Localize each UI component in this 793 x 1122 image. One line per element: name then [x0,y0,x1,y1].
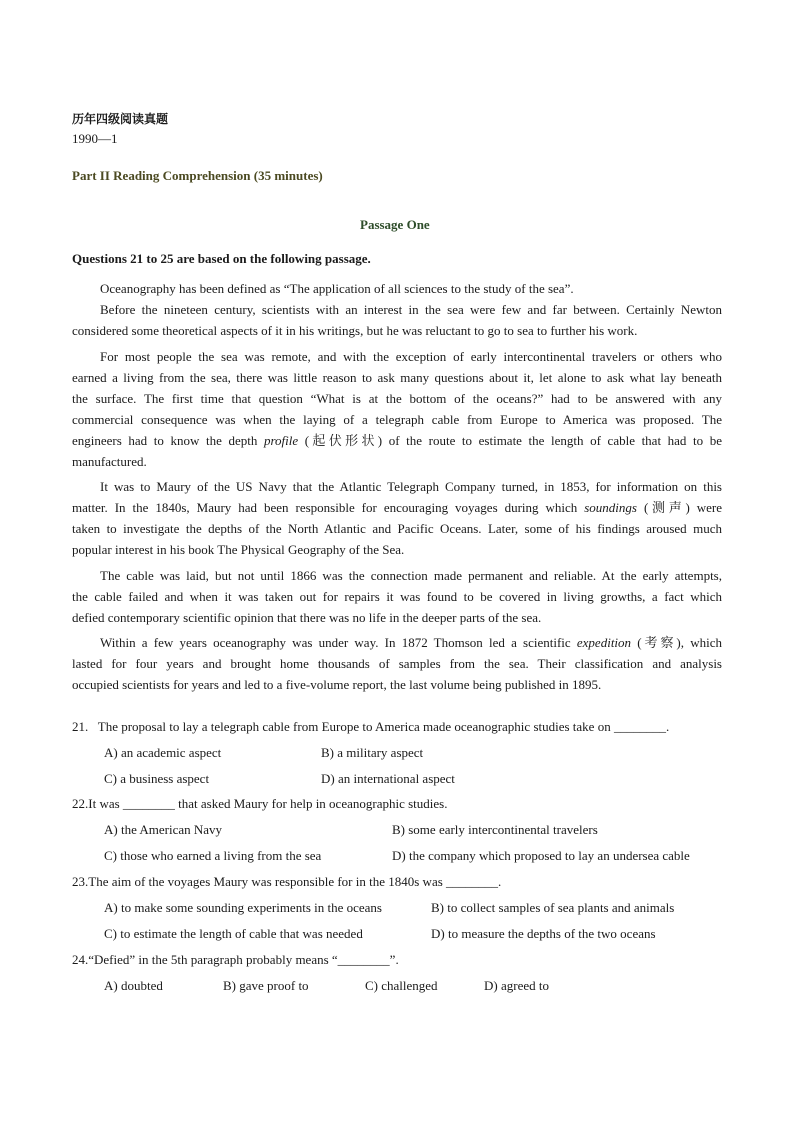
line-text [100,635,722,650]
text-run: It was to Maury of the US Navy that the Atlantic Telegraph Company turned, in 1853, for information on this [100,479,722,494]
text-run: the cable failed and when it was taken out for repairs it was found to be covered in living growths, a fact which [72,589,722,604]
paragraph-line [100,349,722,365]
text-run: popular interest in his book The Physical Geography of the Sea. [72,542,405,557]
line-text [72,589,722,604]
paragraph-line [100,281,722,297]
text-run: earned a living from the sea, there was little reason to ask many questions about it, let alone to ask what lay beneath [72,370,722,385]
answer-option[interactable]: D) an international aspect [321,771,455,786]
passage-heading: Passage One [360,217,430,232]
text-run: For most people the sea was remote, and with the exception of early intercontinental travelers or others who [100,349,722,364]
paragraph-line [72,391,722,407]
text-run: manufactured. [72,454,147,469]
paragraph-line [72,370,722,386]
text-run: (测声) were [636,500,722,515]
paragraph-line [72,521,722,537]
paragraph-line [100,479,722,495]
text-run: matter. In the 1840s, Maury had been responsible for encouraging voyages during which [72,500,585,515]
text-run: commercial consequence was when the laying of a telegraph cable from Europe to America was proposed. The [72,412,722,427]
answer-option[interactable]: B) to collect samples of sea plants and animals [431,900,675,915]
line-text [72,454,147,469]
answer-option[interactable]: C) a business aspect [104,771,210,786]
text-run: The cable was laid, but not until 1866 was the connection made permanent and reliable. At the early attempts, [100,568,722,583]
line-text [72,433,722,448]
text-run: occupied scientists for years and led to a five-volume report, the last volume being published in 1895. [72,677,602,692]
paragraph-line [72,433,722,449]
line-text [72,391,722,406]
line-text [72,500,722,515]
line-text [100,479,722,494]
text-run: Within a few years oceanography was under way. In 1872 Thomson led a scientific [100,635,577,650]
answer-option[interactable]: B) some early intercontinental travelers [392,822,598,837]
paragraph-line [100,568,722,584]
paragraph-line [72,589,722,605]
line-text [72,656,722,671]
text-run: defied contemporary scientific opinion that there was no life in the deeper parts of the sea. [72,610,542,625]
line-text [100,568,722,583]
paragraph-line [72,542,722,558]
italic-term: profile [263,433,299,448]
answer-option[interactable]: B) gave proof to [223,978,309,993]
answer-option[interactable]: A) to make some sounding experiments in the oceans [104,900,382,915]
answer-option[interactable]: D) agreed to [484,978,549,993]
text-run: the surface. The first time that question “What is at the bottom of the oceans?” had to be answered with any [72,391,722,406]
question-stem: 21. The proposal to lay a telegraph cable from Europe to America made oceanographic studies take on ________. [72,719,670,734]
question-stem: 24.“Defied” in the 5th paragraph probably means “________”. [72,952,399,967]
instruction: Questions 21 to 25 are based on the following passage. [72,251,371,266]
line-text [72,370,722,385]
question-stem: 22.It was ________ that asked Maury for help in oceanographic studies. [72,796,448,811]
italic-term: expedition [576,635,632,650]
answer-option[interactable]: C) challenged [365,978,438,993]
italic-term: soundings [584,500,637,515]
exam-id: 1990—1 [72,131,118,146]
answer-option[interactable]: D) to measure the depths of the two oceans [431,926,656,941]
text-run: considered some theoretical aspects of it in his writings, but he was reluctant to go to sea to further his work. [72,323,638,338]
answer-option[interactable]: B) a military aspect [321,745,424,760]
paragraph-line [72,412,722,428]
line-text [72,542,404,557]
line-text [72,677,601,692]
answer-option[interactable]: A) doubted [104,978,163,993]
line-text [100,349,722,364]
paragraph-line [72,610,722,626]
text-run: Before the nineteen century, scientists with an interest in the sea were few and far between. Certainly Newton [100,302,722,317]
answer-option[interactable]: C) those who earned a living from the sea [104,848,322,863]
text-run: (起伏形状) of the route to estimate the length of cable that had to be [298,433,723,448]
paragraph-line [72,500,722,516]
line-text [72,412,722,427]
line-text [100,281,574,296]
answer-option[interactable]: A) an academic aspect [104,745,222,760]
part-heading: Part II Reading Comprehension (35 minutes) [72,168,323,183]
paragraph-line [72,656,722,672]
paragraph-line [72,323,722,339]
paragraph-line [72,677,722,693]
text-run: taken to investigate the depths of the North Atlantic and Pacific Oceans. Later, some of his findings aroused much [72,521,722,536]
line-text [72,521,722,536]
text-run: engineers had to know the depth [72,433,264,448]
line-text [72,323,637,338]
text-run: (考察), which [631,635,722,650]
text-run: lasted for four years and brought home thousands of samples from the sea. Their classification and analysis [72,656,722,671]
text-run: Oceanography has been defined as “The application of all sciences to the study of the sea”. [100,281,574,296]
answer-option[interactable]: C) to estimate the length of cable that was needed [104,926,363,941]
answer-option[interactable]: D) the company which proposed to lay an undersea cable [392,848,690,863]
line-text [100,302,722,317]
question-stem: 23.The aim of the voyages Maury was responsible for in the 1840s was ________. [72,874,502,889]
paragraph-line [100,302,722,318]
paragraph-line [100,635,722,651]
answer-option[interactable]: A) the American Navy [104,822,223,837]
line-text [72,610,541,625]
document-title: 历年四级阅读真题 [72,112,169,126]
paragraph-line [72,454,722,470]
